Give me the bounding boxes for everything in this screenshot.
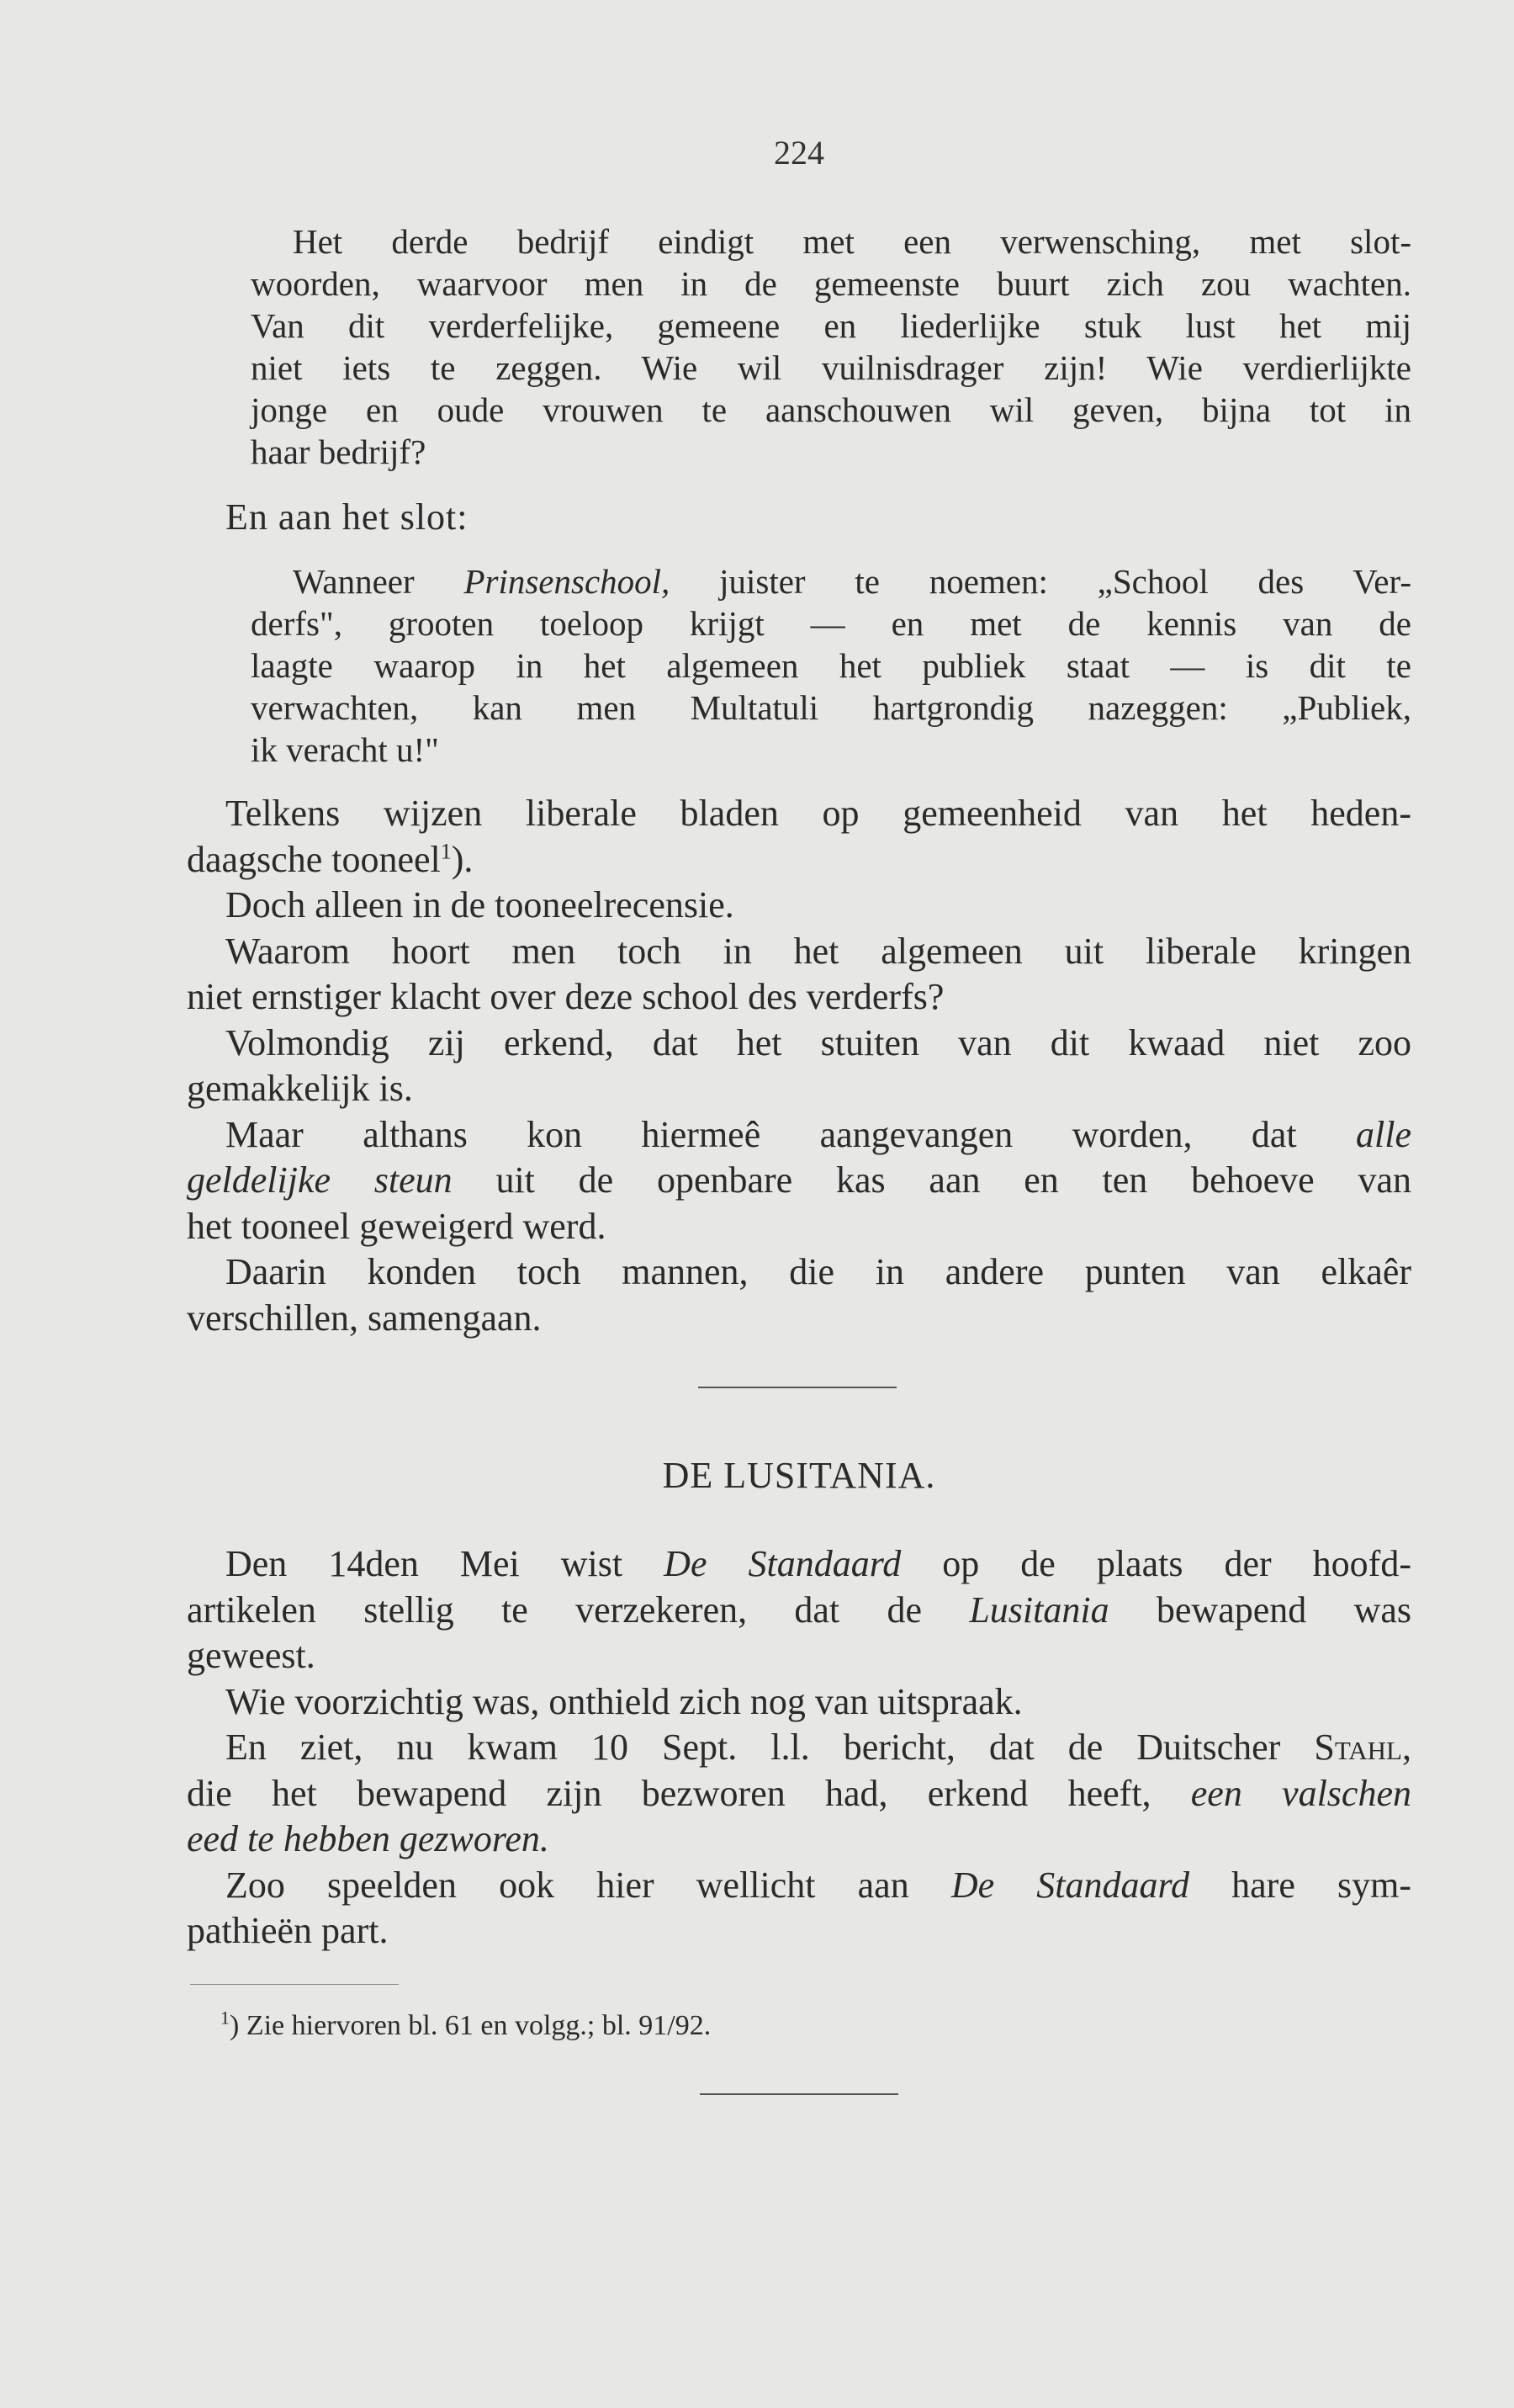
section-divider bbox=[698, 1387, 897, 1388]
paragraph-text: Maar althans kon hiermeê aangevangen worden, dat bbox=[225, 1113, 1357, 1155]
paragraph-line: Daarin konden toch mannen, die in andere punten van elkaêr bbox=[225, 1251, 1411, 1292]
paragraph-text: hare sym- bbox=[1189, 1864, 1412, 1906]
body-text-2 bbox=[187, 1541, 1411, 1955]
quote-block-1 bbox=[251, 220, 1411, 473]
quote1-line: Van dit verderfelijke, gemeene en liederlijke stuk lust het mij bbox=[251, 306, 1411, 345]
paragraph-text: die het bewapend zijn bezworen had, erkend heeft, bbox=[187, 1772, 1191, 1814]
paragraph-italic: De Standaard bbox=[950, 1864, 1190, 1906]
footnote-mark: 1 bbox=[220, 2007, 230, 2029]
paragraph-smallcaps: Stahl, bbox=[1314, 1726, 1411, 1768]
paragraph-line: het tooneel geweigerd werd. bbox=[187, 1205, 606, 1247]
quote1-line: Het derde bedrijf eindigt met een verwensching, met slot- bbox=[293, 222, 1411, 261]
quote1-line: jonge en oude vrouwen te aanschouwen wil geven, bijna tot in bbox=[251, 390, 1411, 429]
quote1-line: niet iets te zeggen. Wie wil vuilnisdrager zijn! Wie verdierlijkte bbox=[251, 348, 1411, 387]
paragraph-italic: De Standaard bbox=[664, 1543, 902, 1584]
paragraph-text: ). bbox=[451, 838, 474, 880]
quote1-line: woorden, waarvoor men in de gemeenste buurt zich zou wachten. bbox=[251, 264, 1411, 303]
paragraph-italic: geldelijke steun bbox=[187, 1159, 453, 1201]
paragraph-line: Telkens wijzen liberale bladen op gemeenheid van het heden- bbox=[225, 793, 1411, 834]
paragraph-line: niet ernstiger klacht over deze school des verderfs? bbox=[187, 976, 945, 1017]
paragraph-italic: Lusitania bbox=[969, 1589, 1109, 1631]
paragraph-text: uit de openbare kas aan en ten behoeve van bbox=[452, 1159, 1411, 1201]
paragraph-text: op de plaats der hoofd- bbox=[901, 1543, 1411, 1584]
paragraph-line bbox=[225, 1541, 1411, 1588]
paragraph-line: Volmondig zij erkend, dat het stuiten van dit kwaad niet zoo bbox=[225, 1021, 1411, 1063]
quote2-text: Wanneer bbox=[293, 562, 464, 601]
end-divider bbox=[700, 2093, 898, 2095]
paragraph-text: artikelen stellig te verzekeren, dat de bbox=[187, 1589, 970, 1631]
paragraph-line: eed te hebben gezworen. bbox=[187, 1818, 549, 1859]
paragraph-line: Doch alleen in de tooneelrecensie. bbox=[225, 884, 734, 926]
paragraph-line bbox=[225, 1725, 1411, 1771]
quote-block-2 bbox=[251, 560, 1411, 771]
paragraph-line bbox=[187, 837, 1411, 883]
paragraph-italic: alle bbox=[1356, 1113, 1411, 1155]
slot-intro: En aan het slot: bbox=[225, 496, 468, 538]
paragraph-line: geweest. bbox=[187, 1635, 315, 1676]
paragraph-text: Den 14den Mei wist bbox=[225, 1543, 664, 1584]
paragraph-line bbox=[225, 1112, 1411, 1159]
section-heading: DE LUSITANIA. bbox=[662, 1455, 936, 1496]
paragraph-line: gemakkelijk is. bbox=[187, 1068, 413, 1109]
footnote bbox=[220, 2009, 711, 2043]
footnote-ref: 1 bbox=[440, 838, 452, 863]
footnote-rule bbox=[190, 1984, 399, 1985]
paragraph-line bbox=[187, 1158, 1411, 1204]
paragraph-text: daagsche tooneel bbox=[187, 838, 441, 880]
quote2-line: derfs", grooten toeloop krijgt — en met de kennis van de bbox=[251, 604, 1411, 643]
paragraph-text: En ziet, nu kwam 10 Sept. l.l. bericht, dat de Duitscher bbox=[225, 1726, 1315, 1768]
paragraph-line: verschillen, samengaan. bbox=[187, 1297, 542, 1339]
page-number: 224 bbox=[774, 134, 824, 172]
quote2-line: laagte waarop in het algemeen het publiek staat — is dit te bbox=[251, 646, 1411, 685]
quote2-text: juister te noemen: „School des Ver- bbox=[670, 562, 1411, 601]
paragraph-italic: een valschen bbox=[1190, 1772, 1411, 1814]
quote1-line: haar bedrijf? bbox=[251, 432, 426, 471]
paragraph-line bbox=[187, 1588, 1411, 1634]
paragraph-line: pathieën part. bbox=[187, 1910, 389, 1951]
paragraph-text: Zoo speelden ook hier wellicht aan bbox=[225, 1864, 951, 1906]
paragraph-line: Wie voorzichtig was, onthield zich nog van uitspraak. bbox=[225, 1680, 1023, 1722]
body-text bbox=[187, 791, 1411, 1341]
quote2-line: verwachten, kan men Multatuli hartgrondig nazeggen: „Publiek, bbox=[251, 688, 1411, 727]
quote2-italic: Prinsenschool, bbox=[463, 562, 670, 601]
quote2-line: ik veracht u!" bbox=[251, 730, 439, 769]
paragraph-line bbox=[187, 1771, 1411, 1817]
paragraph-line bbox=[225, 1863, 1411, 1909]
paragraph-text: bewapend was bbox=[1109, 1589, 1412, 1631]
footnote-text: ) Zie hiervoren bl. 61 en volgg.; bl. 91/92. bbox=[230, 2010, 712, 2041]
quote2-line bbox=[293, 560, 1411, 602]
paragraph-line: Waarom hoort men toch in het algemeen uit liberale kringen bbox=[225, 930, 1411, 972]
